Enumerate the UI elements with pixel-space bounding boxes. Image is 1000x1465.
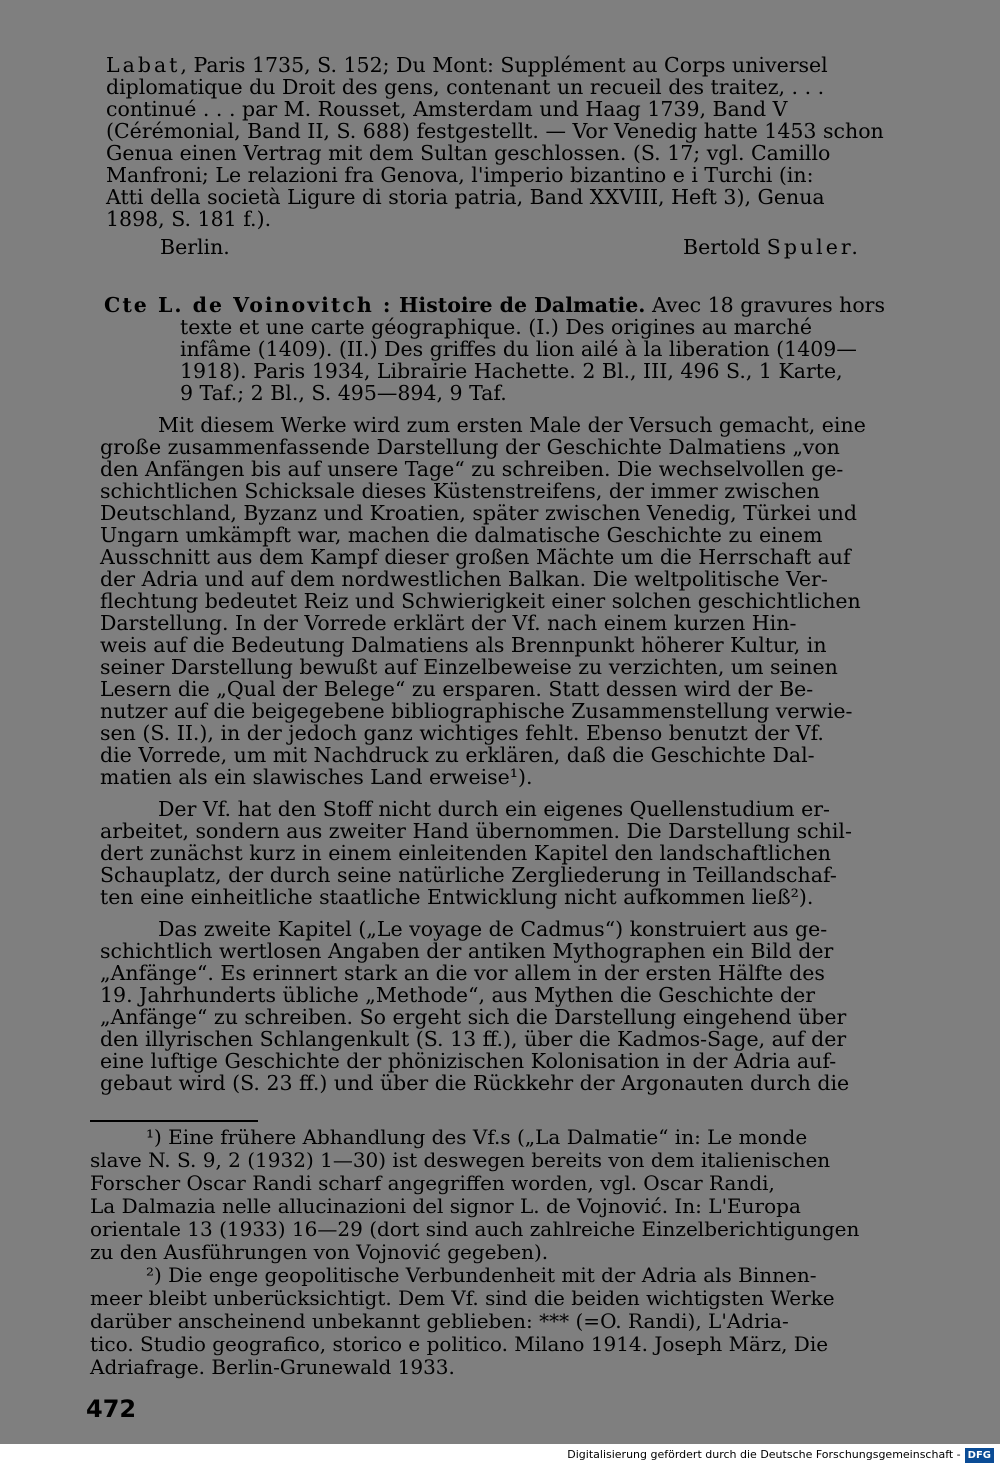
text-line: Mit diesem Werke wird zum ersten Male der Versuch gemacht, eine (158, 413, 866, 437)
text-line: nutzer auf die beigegebene bibliographische Zusammenstellung verwie- (100, 699, 853, 723)
text-line: eine luftige Geschichte der phönizischen Kolonisation in der Adria auf- (100, 1049, 837, 1073)
text-line: Der Vf. hat den Stoff nicht durch ein eigenes Quellenstudium er- (158, 797, 830, 821)
author-first-name: Bertold (683, 235, 767, 259)
footnote-line: ¹) Eine frühere Abhandlung des Vf.s („La Dalmatie“ in: Le monde (146, 1125, 808, 1149)
signature-place: Berlin. (160, 235, 230, 259)
text-line: Manfroni; Le relazioni fra Genova, l'imperio bizantino e i Turchi (in: (106, 163, 814, 187)
footnote-separator (90, 1120, 258, 1122)
text-line (106, 54, 942, 76)
text-line: (Cérémonial, Band II, S. 688) festgestellt. — Vor Venedig hatte 1453 schon (106, 119, 884, 143)
digitization-footer (0, 1444, 1000, 1465)
text-line: matien als ein slawisches Land erweise¹). (100, 765, 533, 789)
text-line: Ausschnitt aus dem Kampf dieser großen Mächte um die Herrschaft auf (100, 545, 851, 569)
text-line: schichtlichen Schicksale dieses Küstenstreifens, der immer zwischen (100, 479, 820, 503)
page-number: 472 (86, 1395, 137, 1423)
text-line: „Anfänge“. Es erinnert stark an die vor allem in der ersten Hälfte des (100, 961, 825, 985)
text-line: seiner Darstellung bewußt auf Einzelbeweise zu verzichten, um seinen (100, 655, 838, 679)
text-line: Deutschland, Byzanz und Kroatien, später zwischen Venedig, Türkei und (100, 501, 857, 525)
review-heading-rest: Avec 18 gravures hors (645, 293, 885, 317)
footnote-line: slave N. S. 9, 2 (1932) 1—30) ist deswegen bereits von dem italienischen (90, 1148, 831, 1172)
text-line: flechtung bedeutet Reiz und Schwierigkeit einer solchen geschichtlichen (100, 589, 861, 613)
text-line: 1898, S. 181 f.). (106, 207, 272, 231)
footnote-line: La Dalmazia nelle allucinazioni del signor L. de Vojnović. In: L'Europa (90, 1194, 801, 1218)
footnote-line: orientale 13 (1933) 16—29 (dort sind auch zahlreiche Einzelberichtigungen (90, 1217, 860, 1241)
text-line: continué . . . par M. Rousset, Amsterdam und Haag 1739, Band V (106, 97, 788, 121)
text-line: Genua einen Vertrag mit dem Sultan geschlossen. (S. 17; vgl. Camillo (106, 141, 831, 165)
footer-credit-text: Digitalisierung gefördert durch die Deutsche Forschungsgemeinschaft - (567, 1448, 961, 1461)
text-line: schichtlich wertlosen Angaben der antiken Mythographen ein Bild der (100, 939, 834, 963)
text-line: die Vorrede, um mit Nachdruck zu erklären, daß die Geschichte Dal- (100, 743, 815, 767)
review-heading-line: infâme (1409). (II.) Des griffes du lion ailé à la liberation (1409— (180, 337, 857, 361)
text-line: „Anfänge“ zu schreiben. So ergeht sich die Darstellung eingehend über (100, 1005, 847, 1029)
text-segment: , Paris 1735, S. 152; Du Mont: Supplément au Corps universel (180, 53, 828, 77)
review-heading-line: 9 Taf.; 2 Bl., S. 495—894, 9 Taf. (180, 381, 507, 405)
text-line: große zusammenfassende Darstellung der Geschichte Dalmatiens „von (100, 435, 840, 459)
text-line: Darstellung. In der Vorrede erklärt der Vf. nach einem kurzen Hin- (100, 611, 797, 635)
footnote-line: ²) Die enge geopolitische Verbundenheit mit der Adria als Binnen- (146, 1263, 817, 1287)
review-author: Cte L. de Voinovitch : (104, 293, 393, 317)
dfg-logo: DFG (965, 1448, 994, 1463)
review-title: Histoire de Dalmatie. (399, 293, 646, 317)
review-heading-line: 1918). Paris 1934, Librairie Hachette. 2 Bl., III, 496 S., 1 Karte, (180, 359, 843, 383)
footnote-line: tico. Studio geografico, storico e politico. Milano 1914. Joseph März, Die (90, 1332, 829, 1356)
text-line: 19. Jahrhunderts übliche „Methode“, aus Mythen die Geschichte der (100, 983, 816, 1007)
text-line: Schauplatz, der durch seine natürliche Zergliederung in Teillandschaf- (100, 863, 837, 887)
footnote-line: Adriafrage. Berlin-Grunewald 1933. (90, 1355, 455, 1379)
text-line: diplomatique du Droit des gens, contenant un recueil des traitez, . . . (106, 75, 825, 99)
text-line: den Anfängen bis auf unsere Tage“ zu schreiben. Die wechselvollen ge- (100, 457, 844, 481)
review-heading-line: texte et une carte géographique. (I.) Des origines au marché (180, 315, 812, 339)
signature-author (683, 236, 861, 258)
text-line: weis auf die Bedeutung Dalmatiens als Brennpunkt höherer Kultur, in (100, 633, 827, 657)
footnote-line: Forscher Oscar Randi scharf angegriffen worden, vgl. Oscar Randi, (90, 1171, 775, 1195)
text-line: dert zunächst kurz in einem einleitenden Kapitel den landschaftlichen (100, 841, 831, 865)
text-line: den illyrischen Schlangenkult (S. 13 ff.), über die Kadmos-Sage, auf der (100, 1027, 847, 1051)
text-line: sen (S. II.), in der jedoch ganz wichtiges fehlt. Ebenso benutzt der Vf. (100, 721, 824, 745)
text-line: Lesern die „Qual der Belege“ zu ersparen. Statt dessen wird der Be- (100, 677, 814, 701)
footnote-line: darüber anscheinend unbekannt geblieben: *** (=O. Randi), L'Adria- (90, 1309, 789, 1333)
review-heading (104, 294, 885, 316)
text-line: der Adria und auf dem nordwestlichen Balkan. Die weltpolitische Ver- (100, 567, 828, 591)
author-last-name: Spuler. (766, 235, 861, 259)
footnote-line: zu den Ausführungen von Vojnović gegeben). (90, 1240, 549, 1264)
text-line: Atti della società Ligure di storia patria, Band XXVIII, Heft 3), Genua (106, 185, 825, 209)
author-name-spaced: Labat (106, 53, 181, 77)
text-line: arbeitet, sondern aus zweiter Hand übernommen. Die Darstellung schil- (100, 819, 852, 843)
text-line: Das zweite Kapitel („Le voyage de Cadmus“) konstruiert aus ge- (158, 917, 828, 941)
text-line: Ungarn umkämpft war, machen die dalmatische Geschichte zu einem (100, 523, 823, 547)
text-line: ten eine einheitliche staatliche Entwicklung nicht aufkommen ließ²). (100, 885, 814, 909)
footnote-line: meer bleibt unberücksichtigt. Dem Vf. sind die beiden wichtigsten Werke (90, 1286, 835, 1310)
text-line: gebaut wird (S. 23 ff.) und über die Rückkehr der Argonauten durch die (100, 1071, 850, 1095)
